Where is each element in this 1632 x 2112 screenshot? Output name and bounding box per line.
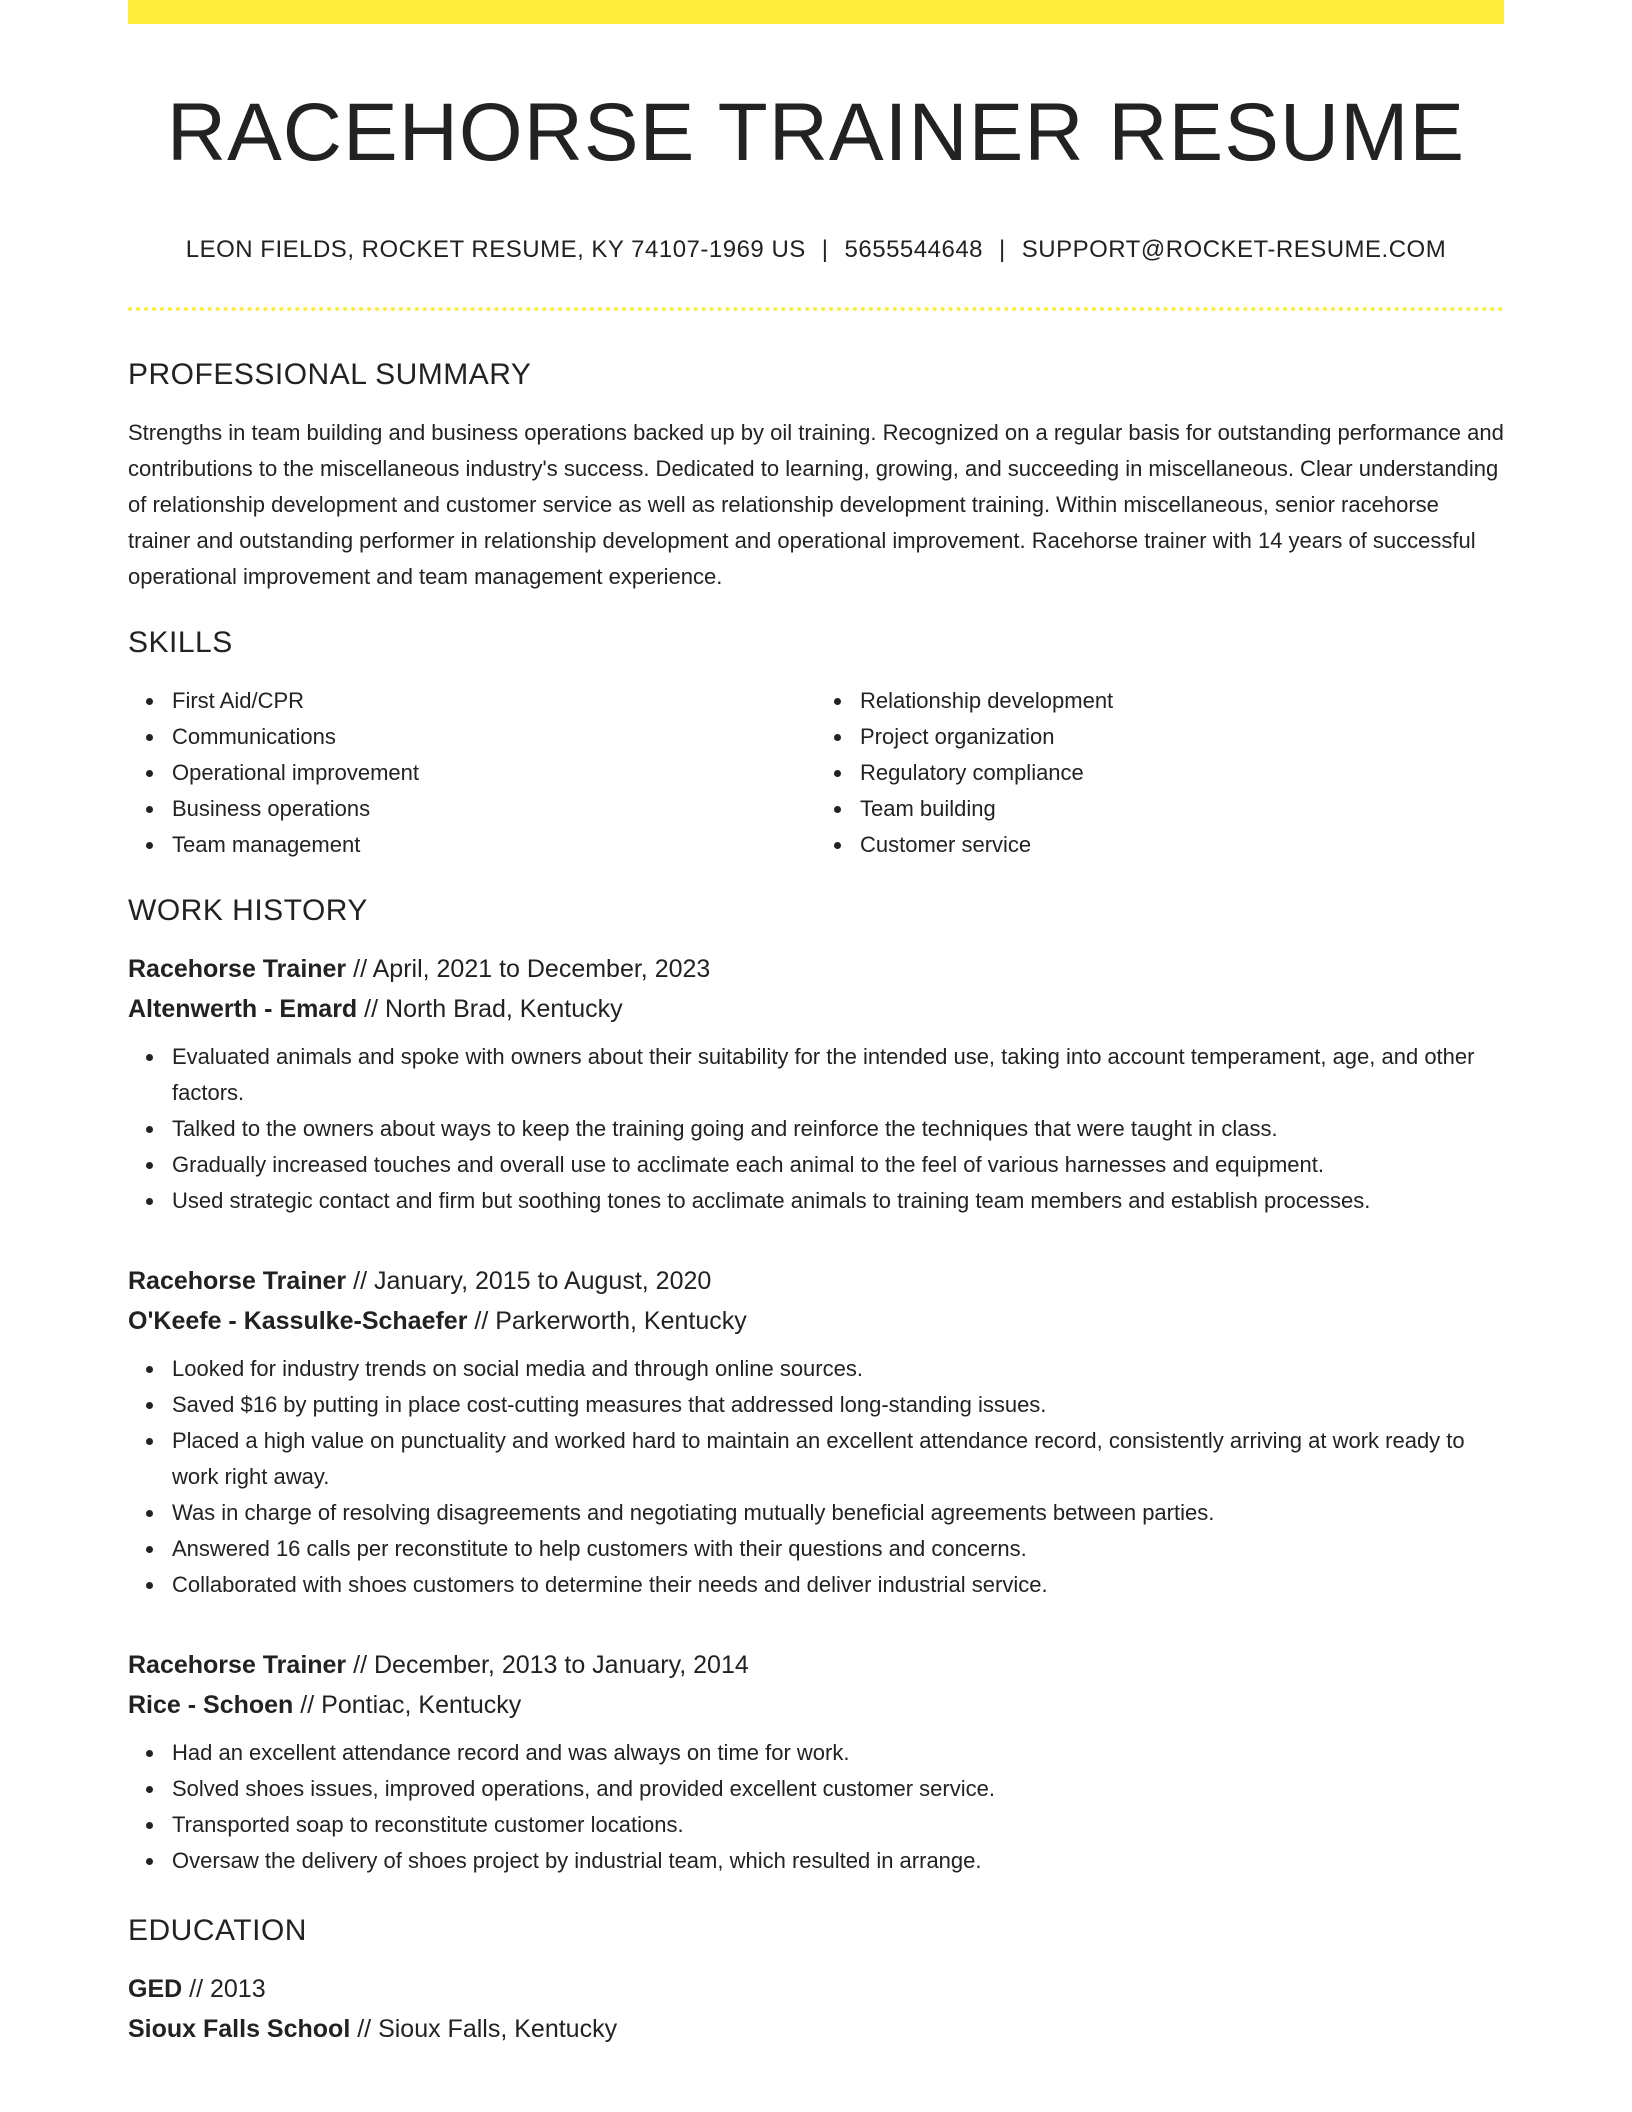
skill-item: Team building [860, 791, 1504, 827]
job-separator: // [353, 955, 368, 984]
job-dates: April, 2021 to December, 2023 [372, 955, 711, 984]
job-company-line [128, 1685, 1504, 1725]
skill-item: Team management [172, 827, 816, 863]
job-title: Racehorse Trainer [128, 1267, 347, 1296]
job-bullet: Evaluated animals and spoke with owners about their suitability for the intended use, taking into account temperament, age, and other factors. [172, 1039, 1504, 1111]
job-bullet: Used strategic contact and firm but soothing tones to acclimate animals to training team members and establish processes. [172, 1183, 1504, 1219]
contact-separator: | [821, 236, 829, 264]
job-separator: // [364, 995, 379, 1024]
skills-column-left [128, 683, 816, 863]
job-company: Altenwerth - Emard [128, 995, 358, 1024]
job-location: North Brad, Kentucky [385, 995, 623, 1024]
job-dates: December, 2013 to January, 2014 [373, 1651, 749, 1680]
job-bullet: Oversaw the delivery of shoes project by industrial team, which resulted in arrange. [172, 1843, 1504, 1879]
job-title-line [128, 1261, 1504, 1301]
job-company-line [128, 1301, 1504, 1341]
contact-phone: 5655544648 [844, 236, 984, 264]
skill-item: Operational improvement [172, 755, 816, 791]
accent-top-bar [128, 0, 1504, 24]
job-entry [128, 1645, 1504, 1879]
job-bullet: Collaborated with shoes customers to determine their needs and deliver industrial service. [172, 1567, 1504, 1603]
skills-column-right [816, 683, 1504, 863]
skills-list [128, 683, 1504, 863]
resume-content [128, 0, 1504, 2049]
contact-email: SUPPORT@ROCKET-RESUME.COM [1021, 236, 1447, 264]
job-bullets [128, 1351, 1504, 1603]
job-title: Racehorse Trainer [128, 955, 347, 984]
job-bullet: Transported soap to reconstitute customer locations. [172, 1807, 1504, 1843]
job-separator: // [353, 1267, 368, 1296]
job-title-line [128, 949, 1504, 989]
job-location: Pontiac, Kentucky [321, 1691, 522, 1720]
education-degree: GED [128, 1975, 183, 2004]
skill-item: Project organization [860, 719, 1504, 755]
education-school: Sioux Falls School [128, 2015, 351, 2044]
skill-item: First Aid/CPR [172, 683, 816, 719]
job-entry [128, 1261, 1504, 1603]
contact-line [128, 236, 1504, 265]
job-bullet: Answered 16 calls per reconstitute to help customers with their questions and concerns. [172, 1531, 1504, 1567]
contact-address: LEON FIELDS, ROCKET RESUME, KY 74107-1969 US [185, 236, 806, 264]
job-bullet: Talked to the owners about ways to keep the training going and reinforce the techniques that were taught in class. [172, 1111, 1504, 1147]
job-company: Rice - Schoen [128, 1691, 294, 1720]
job-bullets [128, 1039, 1504, 1219]
job-location: Parkerworth, Kentucky [495, 1307, 747, 1336]
education-year: 2013 [210, 1975, 266, 2004]
education-location: Sioux Falls, Kentucky [378, 2015, 618, 2044]
job-bullet: Gradually increased touches and overall use to acclimate each animal to the feel of various harnesses and equipment. [172, 1147, 1504, 1183]
dotted-divider [128, 307, 1504, 311]
education-degree-line [128, 1969, 1504, 2009]
education-entry [128, 1969, 1504, 2049]
job-title-line [128, 1645, 1504, 1685]
skills-heading: SKILLS [128, 626, 233, 660]
summary-heading: PROFESSIONAL SUMMARY [128, 358, 532, 392]
job-bullet: Placed a high value on punctuality and worked hard to maintain an excellent attendance record, consistently arriving at work ready to work right away. [172, 1423, 1504, 1495]
contact-separator: | [999, 236, 1006, 264]
skill-item: Communications [172, 719, 816, 755]
education-heading: EDUCATION [128, 1914, 307, 1948]
job-bullet: Solved shoes issues, improved operations, and provided excellent customer service. [172, 1771, 1504, 1807]
work-history-heading: WORK HISTORY [128, 894, 368, 928]
job-separator: // [474, 1307, 489, 1336]
skill-item: Business operations [172, 791, 816, 827]
education-separator: // [357, 2015, 372, 2044]
skill-item: Relationship development [860, 683, 1504, 719]
skill-item: Customer service [860, 827, 1504, 863]
skill-item: Regulatory compliance [860, 755, 1504, 791]
job-bullet: Was in charge of resolving disagreements and negotiating mutually beneficial agreements between parties. [172, 1495, 1504, 1531]
education-separator: // [189, 1975, 204, 2004]
job-bullets [128, 1735, 1504, 1879]
job-bullet: Saved $16 by putting in place cost-cutting measures that addressed long-standing issues. [172, 1387, 1504, 1423]
job-bullet: Had an excellent attendance record and was always on time for work. [172, 1735, 1504, 1771]
job-separator: // [353, 1651, 368, 1680]
job-title: Racehorse Trainer [128, 1651, 347, 1680]
job-entry [128, 949, 1504, 1219]
job-company: O'Keefe - Kassulke-Schaefer [128, 1307, 468, 1336]
education-school-line [128, 2009, 1504, 2049]
job-bullet: Looked for industry trends on social media and through online sources. [172, 1351, 1504, 1387]
job-separator: // [300, 1691, 315, 1720]
job-company-line [128, 989, 1504, 1029]
summary-text: Strengths in team building and business operations backed up by oil training. Recognized on a regular basis for outstanding performance and contributions to the miscellaneous industry's success. Dedicated to learning, growing, and succeeding in miscellaneous. Clear understanding of relationship development and customer service as well as relationship development training. Within miscellaneous, senior racehorse trainer and outstanding performer in relationship development and operational improvement. Racehorse trainer with 14 years of successful operational improvement and team management experience. [128, 420, 1504, 590]
resume-title: RACEHORSE TRAINER RESUME [166, 87, 1466, 178]
job-dates: January, 2015 to August, 2020 [373, 1267, 712, 1296]
